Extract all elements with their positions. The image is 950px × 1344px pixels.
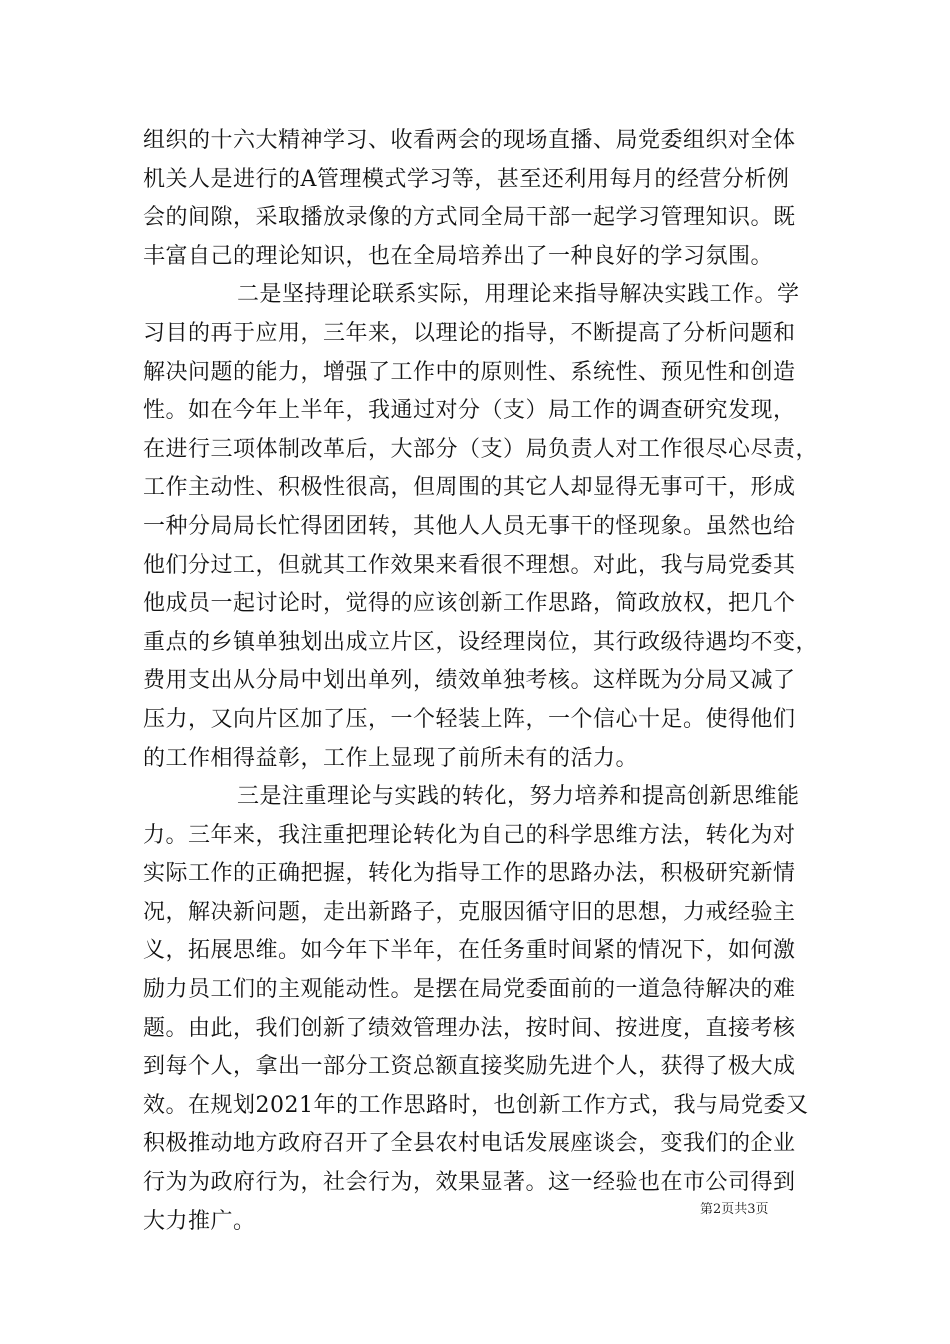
text-line-25: 到每个人，拿出一部分工资总额直接奖励先进个人，获得了极大成 (143, 1054, 796, 1080)
text-line-6: 习目的再于应用，三年来，以理论的指导，不断提高了分析问题和 (143, 320, 796, 346)
text-line-24: 题。由此，我们创新了绩效管理办法，按时间、按进度，直接考核 (143, 1015, 796, 1041)
text-line-4: 丰富自己的理论知识，也在全局培养出了一种良好的学习氛围。 (143, 243, 774, 269)
text-line-7: 解决问题的能力，增强了工作中的原则性、系统性、预见性和创造 (143, 359, 796, 385)
text-line-17: 的工作相得益彰，工作上显现了前所未有的活力。 (143, 745, 639, 771)
text-line-19: 力。三年来，我注重把理论转化为自己的科学思维方法，转化为对 (143, 822, 796, 848)
text-line-8: 性。如在今年上半年，我通过对分（支）局工作的调查研究发现， (143, 398, 796, 424)
text-line-16: 压力，又向片区加了压，一个轻装上阵，一个信心十足。使得他们 (143, 706, 796, 732)
text-line-15: 费用支出从分局中划出单列，绩效单独考核。这样既为分局又减了 (143, 668, 796, 694)
text-line-26: 效。在规划2021年的工作思路时，也创新工作方式，我与局党委又 (143, 1092, 809, 1118)
text-line-20: 实际工作的正确把握，转化为指导工作的思路办法，积极研究新情 (143, 861, 796, 887)
text-line-3: 会的间隙，采取播放录像的方式同全局干部一起学习管理知识。既 (143, 205, 796, 231)
text-line-29: 大力推广。 (143, 1208, 256, 1234)
text-line-23: 励力员工们的主观能动性。是摆在局党委面前的一道急待解决的难 (143, 977, 796, 1003)
text-line-13: 他成员一起讨论时，觉得的应该创新工作思路，简政放权，把几个 (143, 591, 796, 617)
text-line-14: 重点的乡镇单独划出成立片区，设经理岗位，其行政级待遇均不变， (143, 629, 819, 655)
text-line-28: 行为为政府行为，社会行为，效果显著。这一经验也在市公司得到 (143, 1170, 796, 1196)
text-line-2: 机关人是进行的A管理模式学习等，甚至还利用每月的经营分析例 (143, 166, 790, 192)
document-body (143, 122, 823, 1241)
text-line-10: 工作主动性、积极性很高，但周围的其它人却显得无事可干，形成 (143, 475, 796, 501)
text-line-12: 他们分过工，但就其工作效果来看很不理想。对此，我与局党委其 (143, 552, 796, 578)
text-line-21: 况，解决新问题，走出新路子，克服因循守旧的思想，力戒经验主 (143, 899, 796, 925)
text-line-1: 组织的十六大精神学习、收看两会的现场直播、局党委组织对全体 (143, 128, 796, 153)
text-line-22: 义，拓展思维。如今年下半年，在任务重时间紧的情况下，如何激 (143, 938, 796, 964)
text-line-9: 在进行三项体制改革后，大部分（支）局负责人对工作很尽心尽责， (143, 436, 819, 462)
text-line-11: 一种分局局长忙得团团转，其他人人员无事干的怪现象。虽然也给 (143, 513, 796, 539)
text-line-27: 积极推动地方政府召开了全县农村电话发展座谈会，变我们的企业 (143, 1131, 796, 1157)
paragraph-2-first-line: 二是坚持理论联系实际，用理论来指导解决实践工作。学 (237, 282, 800, 308)
page-number-footer: 第2页共3页 (700, 1202, 769, 1217)
paragraph-3-first-line: 三是注重理论与实践的转化，努力培养和提高创新思维能 (237, 784, 800, 810)
